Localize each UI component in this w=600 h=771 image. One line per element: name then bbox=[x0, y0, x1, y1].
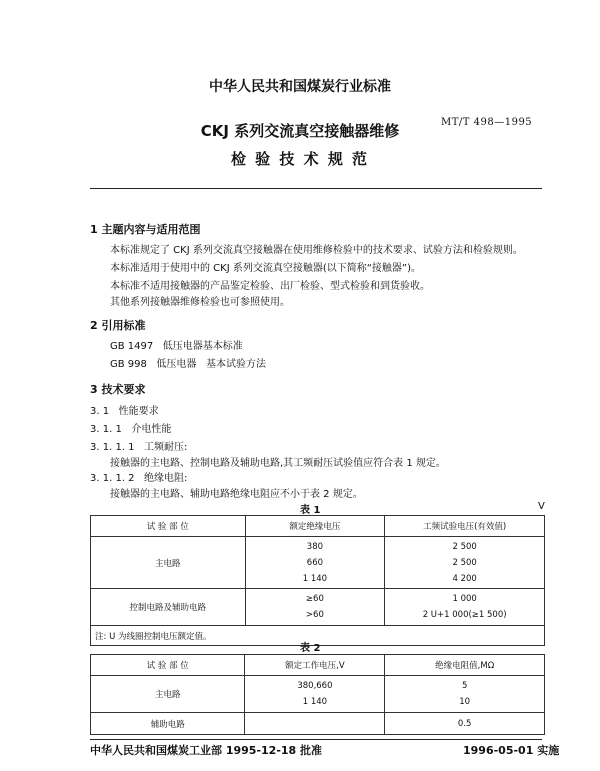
table-row bbox=[91, 589, 545, 626]
table-2-caption: 表 2 bbox=[300, 643, 321, 654]
cell-line: 10 bbox=[459, 697, 471, 707]
cell-line: 380 bbox=[306, 541, 324, 552]
reference-item: GB 1497 低压电器基本标准 bbox=[110, 341, 243, 352]
table-header: 工频试验电压(有效值) bbox=[385, 516, 545, 537]
table-header: 试 验 部 位 bbox=[91, 655, 245, 676]
table-cell bbox=[245, 676, 385, 713]
standard-code: MT/T 498—1995 bbox=[441, 117, 533, 128]
subsection-3-1: 3. 1 性能要求 bbox=[90, 406, 159, 417]
section-3-title: 3 技术要求 bbox=[90, 383, 146, 396]
cell-line: 1 140 bbox=[302, 573, 328, 584]
footer-divider bbox=[90, 739, 542, 740]
document-title-line1: CKJ 系列交流真空接触器维修 bbox=[200, 122, 400, 140]
section-1-para: 本标准不适用接触器的产品鉴定检验、出厂检验、型式检验和到货验收。 bbox=[110, 281, 430, 292]
header-divider bbox=[90, 188, 542, 189]
cell-line: 1 140 bbox=[302, 697, 328, 707]
document-title-line2: 检 验 技 术 规 范 bbox=[230, 150, 370, 168]
table-cell bbox=[385, 589, 545, 626]
table-row bbox=[91, 537, 545, 589]
table-header: 额定绝缘电压 bbox=[245, 516, 385, 537]
table-row bbox=[91, 655, 545, 676]
table-cell bbox=[245, 589, 385, 626]
table-cell bbox=[385, 537, 545, 589]
effective-date: 1996-05-01 实施 bbox=[463, 744, 560, 757]
subsection-3-1-1-2: 3. 1. 1. 2 绝缘电阻: bbox=[90, 473, 188, 484]
section-1-para: 本标准规定了 CKJ 系列交流真空接触器在使用维修检验中的技术要求、试验方法和检验规则。 bbox=[110, 245, 523, 256]
table-1-unit: V bbox=[538, 501, 545, 512]
section-1-para: 其他系列接触器维修检验也可参照使用。 bbox=[110, 297, 290, 308]
section-1-title: 1 主题内容与适用范围 bbox=[90, 223, 201, 236]
cell-line: 1 000 bbox=[452, 594, 477, 604]
table-cell bbox=[245, 713, 385, 735]
cell-line: 660 bbox=[306, 557, 324, 568]
table-cell bbox=[385, 676, 545, 713]
cell-line: 5 bbox=[461, 681, 468, 691]
table-1-caption: 表 1 bbox=[300, 505, 321, 516]
table-1-note: 注: U 为线圈控制电压额定值。 bbox=[91, 626, 545, 646]
table-cell bbox=[245, 537, 385, 589]
table-header: 试 验 部 位 bbox=[91, 516, 246, 537]
subsection-3-1-1-1: 3. 1. 1. 1 工频耐压: bbox=[90, 442, 188, 453]
section-2-title: 2 引用标准 bbox=[90, 319, 146, 332]
table-header: 绝缘电阻值,MΩ bbox=[385, 655, 545, 676]
table-row bbox=[91, 713, 545, 735]
subsection-3-1-1-2-text: 接触器的主电路、辅助电路绝缘电阻应不小于表 2 规定。 bbox=[110, 489, 363, 500]
cell-line: 380,660 bbox=[297, 681, 333, 691]
cell-line: 2 500 bbox=[452, 541, 477, 552]
table-header: 额定工作电压,V bbox=[245, 655, 385, 676]
subsection-3-1-1: 3. 1. 1 介电性能 bbox=[90, 424, 172, 435]
table-row bbox=[91, 676, 545, 713]
table-cell: 主电路 bbox=[91, 676, 245, 713]
table-cell: 控制电路及辅助电路 bbox=[91, 589, 246, 626]
section-1-para: 本标准适用于使用中的 CKJ 系列交流真空接触器(以下简称“接触器”)。 bbox=[110, 263, 422, 274]
table-1 bbox=[90, 515, 545, 646]
table-cell: 0.5 bbox=[385, 713, 545, 735]
cell-line: 4 200 bbox=[452, 573, 477, 584]
table-2 bbox=[90, 654, 545, 735]
table-row bbox=[91, 516, 545, 537]
cell-line: ≥60 bbox=[305, 594, 324, 604]
table-cell: 主电路 bbox=[91, 537, 246, 589]
cell-line: 2 500 bbox=[452, 557, 477, 568]
table-cell: 辅助电路 bbox=[91, 713, 245, 735]
approval-date: 中华人民共和国煤炭工业部 1995-12-18 批准 bbox=[90, 744, 323, 757]
cell-line: 2 U+1 000(≥1 500) bbox=[422, 610, 507, 620]
standard-org: 中华人民共和国煤炭行业标准 bbox=[209, 79, 391, 95]
cell-line: >60 bbox=[305, 610, 324, 620]
subsection-3-1-1-1-text: 接触器的主电路、控制电路及辅助电路,其工频耐压试验值应符合表 1 规定。 bbox=[110, 458, 446, 469]
reference-item: GB 998 低压电器 基本试验方法 bbox=[110, 359, 266, 370]
